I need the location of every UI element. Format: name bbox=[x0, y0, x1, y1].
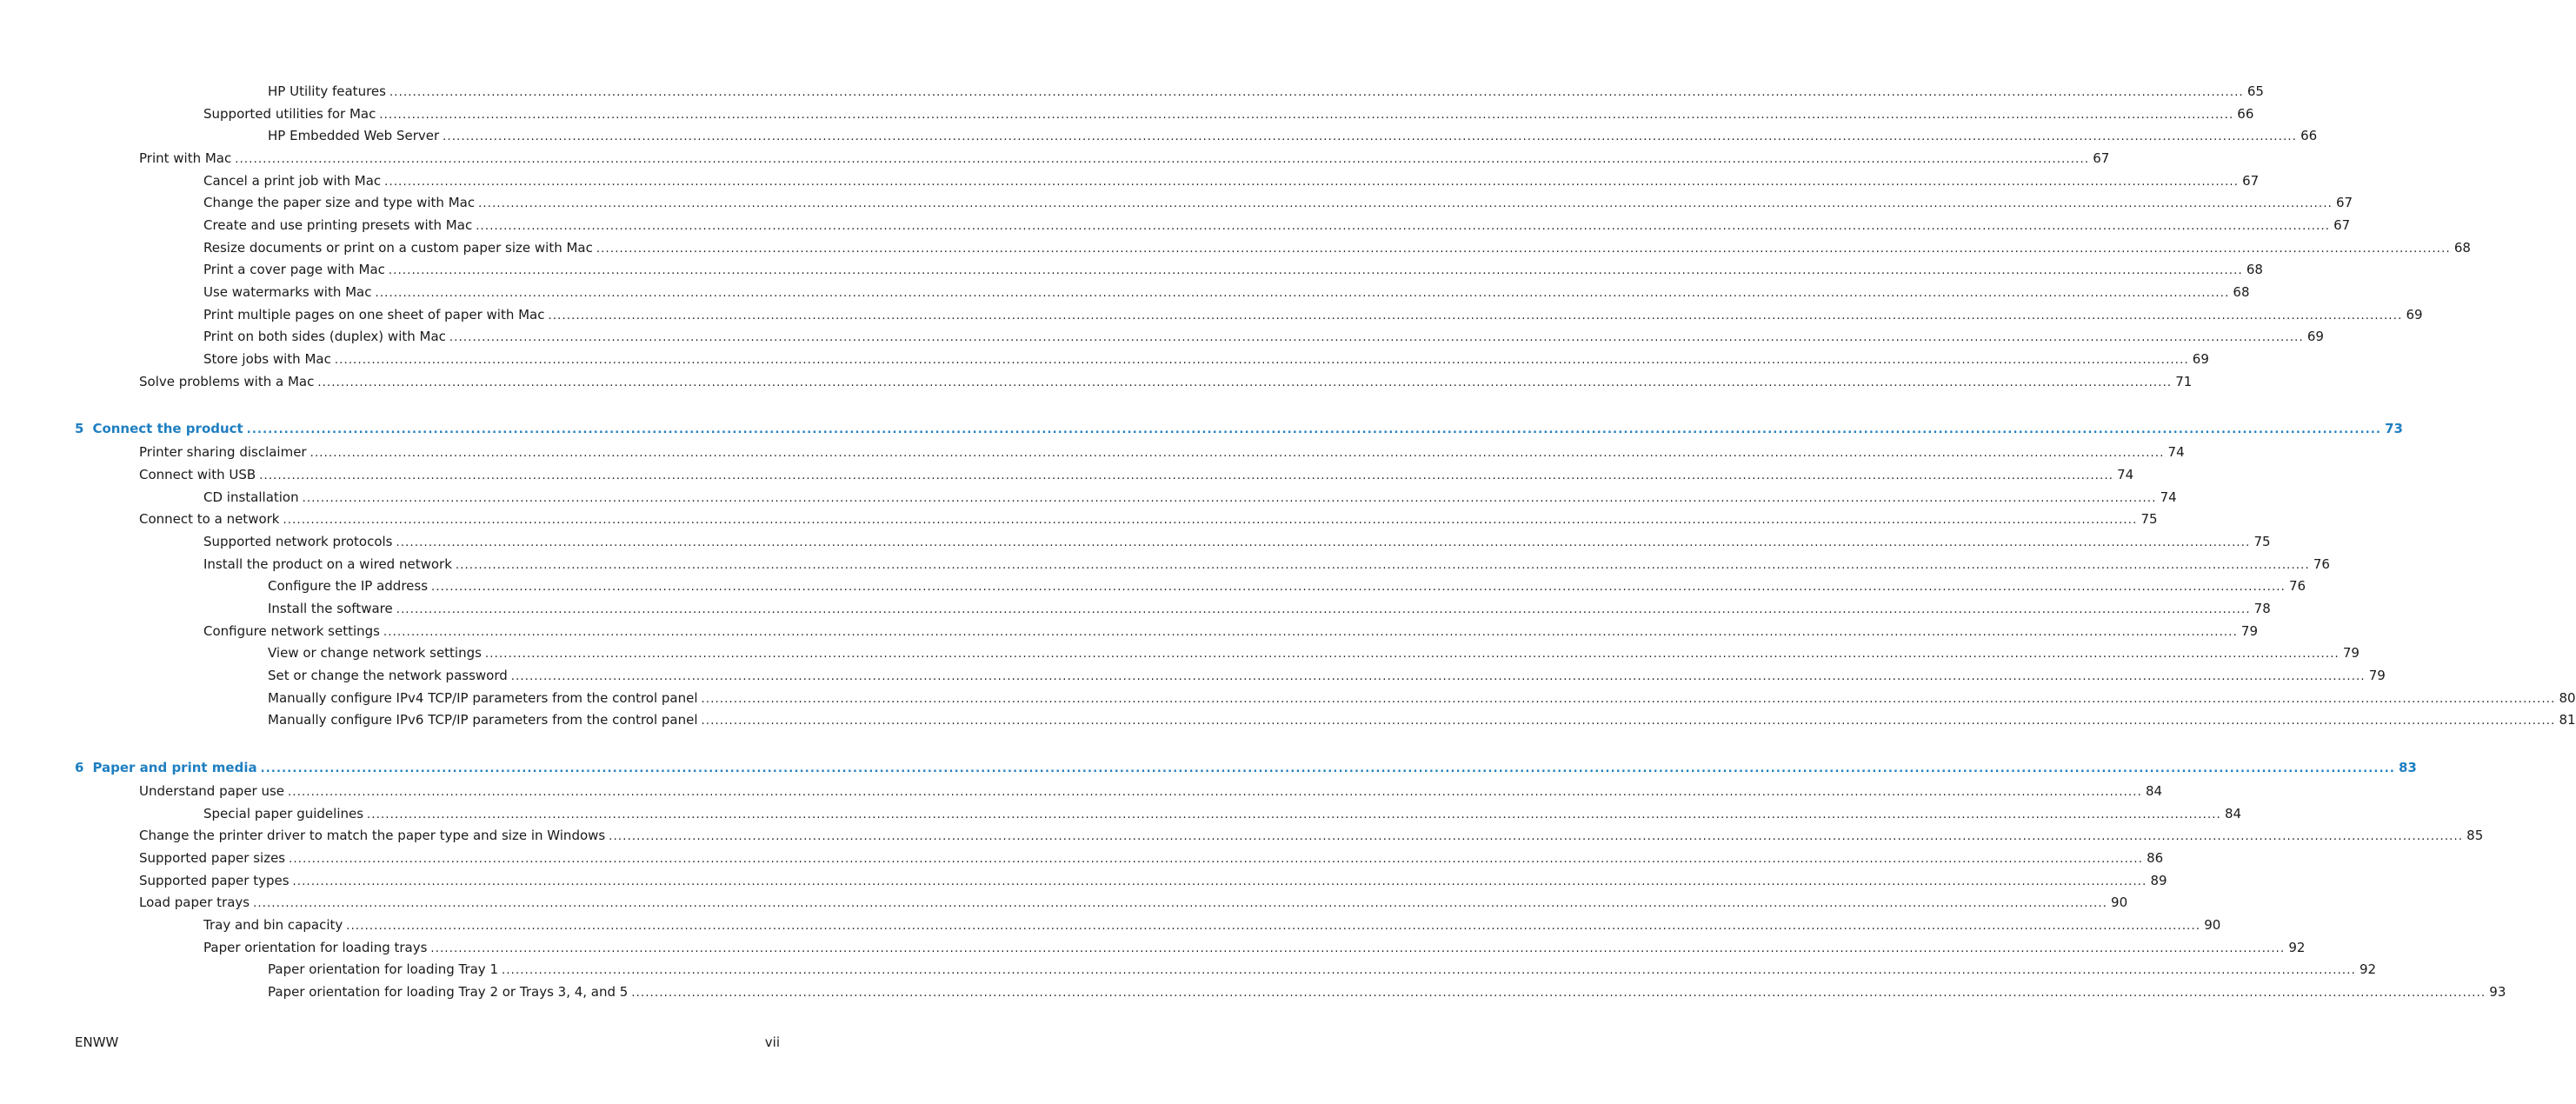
toc-page-number: 69 bbox=[2192, 351, 2209, 367]
toc-entry-title: Solve problems with a Mac bbox=[139, 374, 315, 389]
toc-page-number: 67 bbox=[2093, 150, 2110, 166]
footer-left-label: ENWW bbox=[75, 1034, 119, 1050]
toc-dot-leader: ................................................................................................................................................................................................................................................................................................................................................................................................................ bbox=[631, 987, 2486, 1000]
toc-dot-leader: ................................................................................................................................................................................................................................................................................................................................................................................................................ bbox=[443, 130, 2298, 143]
toc-dot-leader: ................................................................................................................................................................................................................................................................................................................................................................................................................ bbox=[596, 243, 2451, 256]
toc-dot-leader: ................................................................................................................................................................................................................................................................................................................................................................................................................ bbox=[302, 492, 2157, 505]
toc-entry-title: Paper orientation for loading Tray 2 or Trays 3, 4, and 5 bbox=[268, 984, 629, 1000]
toc-entry-title: HP Utility features bbox=[268, 83, 386, 99]
toc-entry-title: HP Embedded Web Server bbox=[268, 128, 440, 143]
toc-dot-leader: ................................................................................................................................................................................................................................................................................................................................................................................................................ bbox=[484, 648, 2340, 661]
toc-entry[interactable] bbox=[203, 327, 2324, 346]
toc-dot-leader: ................................................................................................................................................................................................................................................................................................................................................................................................................ bbox=[510, 670, 2366, 683]
toc-entry[interactable] bbox=[268, 982, 2506, 1001]
toc-entry[interactable] bbox=[203, 622, 2258, 641]
toc-entry[interactable] bbox=[139, 442, 2185, 462]
toc-page-number: 69 bbox=[2306, 329, 2324, 344]
toc-entry[interactable] bbox=[203, 349, 2209, 369]
toc-entry-title: Paper and print media bbox=[92, 760, 257, 775]
toc-entry[interactable] bbox=[268, 576, 2306, 595]
toc-page-number: 85 bbox=[2466, 828, 2484, 843]
toc-chapter-entry[interactable] bbox=[75, 419, 2403, 438]
toc-dot-leader: ................................................................................................................................................................................................................................................................................................................................................................................................................ bbox=[396, 536, 2251, 549]
toc-entry-title: Supported paper types bbox=[139, 873, 290, 888]
toc-entry-title: Connect to a network bbox=[139, 511, 280, 527]
toc-page-number: 84 bbox=[2224, 806, 2242, 821]
toc-entry-title: Manually configure IPv4 TCP/IP parameters from the control panel bbox=[268, 690, 698, 706]
toc-entry-title: Manually configure IPv6 TCP/IP parameters from the control panel bbox=[268, 712, 698, 728]
footer-page-number: vii bbox=[764, 1034, 780, 1050]
toc-page-number: 76 bbox=[2288, 578, 2306, 594]
toc-page-number: 92 bbox=[2359, 961, 2377, 977]
toc-page-number: 73 bbox=[2385, 421, 2403, 436]
toc-entry-title: Print on both sides (duplex) with Mac bbox=[203, 329, 446, 344]
toc-entry[interactable] bbox=[268, 126, 2318, 145]
toc-entry-title: Print with Mac bbox=[139, 150, 232, 166]
toc-dot-leader: ................................................................................................................................................................................................................................................................................................................................................................................................................ bbox=[246, 423, 2382, 436]
toc-entry-title: Change the paper size and type with Mac bbox=[203, 195, 476, 210]
toc-entry[interactable] bbox=[203, 804, 2242, 823]
toc-page-number: 66 bbox=[2300, 128, 2318, 143]
toc-dot-leader: ................................................................................................................................................................................................................................................................................................................................................................................................................ bbox=[346, 920, 2201, 933]
toc-entry-title: Tray and bin capacity bbox=[203, 917, 343, 933]
toc-page-number: 84 bbox=[2145, 783, 2163, 799]
toc-dot-leader: ................................................................................................................................................................................................................................................................................................................................................................................................................ bbox=[449, 331, 2304, 344]
toc-entry[interactable] bbox=[203, 104, 2254, 123]
toc-dot-leader: ................................................................................................................................................................................................................................................................................................................................................................................................................ bbox=[389, 86, 2244, 99]
toc-entry-title: Supported paper sizes bbox=[139, 850, 286, 866]
toc-page-number: 81 bbox=[2559, 712, 2576, 728]
toc-entry-title: Install the product on a wired network bbox=[203, 556, 452, 572]
toc-dot-leader: ................................................................................................................................................................................................................................................................................................................................................................................................................ bbox=[701, 693, 2556, 706]
toc-entry-title: Connect with USB bbox=[139, 467, 256, 482]
toc-page-number: 67 bbox=[2333, 217, 2351, 233]
toc-page-number: 74 bbox=[2117, 467, 2134, 482]
toc-entry[interactable] bbox=[203, 555, 2330, 574]
toc-page-number: 90 bbox=[2111, 895, 2128, 910]
toc-entry[interactable] bbox=[139, 848, 2164, 868]
toc-dot-leader: ................................................................................................................................................................................................................................................................................................................................................................................................................ bbox=[388, 264, 2243, 277]
toc-entry-title: Load paper trays bbox=[139, 895, 250, 910]
toc-page-number: 80 bbox=[2559, 690, 2576, 706]
toc-dot-leader: ................................................................................................................................................................................................................................................................................................................................................................................................................ bbox=[317, 376, 2173, 389]
toc-dot-leader: ................................................................................................................................................................................................................................................................................................................................................................................................................ bbox=[379, 109, 2234, 122]
toc-page-number: 83 bbox=[2398, 760, 2417, 775]
toc-chapter-number: 5 bbox=[75, 421, 84, 436]
toc-dot-leader: ................................................................................................................................................................................................................................................................................................................................................................................................................ bbox=[701, 715, 2556, 728]
toc-page-number: 75 bbox=[2140, 511, 2158, 527]
toc-page-number: 79 bbox=[2342, 645, 2360, 661]
toc-dot-leader: ................................................................................................................................................................................................................................................................................................................................................................................................................ bbox=[502, 964, 2356, 977]
toc-entry-title: CD installation bbox=[203, 489, 299, 505]
toc-page-number: 86 bbox=[2147, 850, 2164, 866]
toc-dot-leader: ................................................................................................................................................................................................................................................................................................................................................................................................................ bbox=[383, 626, 2238, 639]
toc-entry[interactable] bbox=[203, 915, 2221, 934]
toc-page-number: 74 bbox=[2167, 444, 2185, 460]
toc-dot-leader: ................................................................................................................................................................................................................................................................................................................................................................................................................ bbox=[235, 153, 2090, 166]
toc-entry-title: Supported utilities for Mac bbox=[203, 106, 376, 122]
toc-entry[interactable] bbox=[268, 82, 2264, 101]
toc-entry-title: Create and use printing presets with Mac bbox=[203, 217, 473, 233]
toc-page-number: 76 bbox=[2313, 556, 2330, 572]
toc-page-number: 90 bbox=[2204, 917, 2221, 933]
toc-page-number: 68 bbox=[2233, 284, 2250, 300]
toc-dot-leader: ................................................................................................................................................................................................................................................................................................................................................................................................................ bbox=[609, 830, 2464, 843]
toc-entry[interactable] bbox=[268, 666, 2386, 685]
toc-entry[interactable] bbox=[203, 238, 2471, 257]
toc-page-number: 75 bbox=[2253, 534, 2271, 549]
toc-entry-title: Configure network settings bbox=[203, 623, 380, 639]
toc-dot-leader: ................................................................................................................................................................................................................................................................................................................................................................................................................ bbox=[396, 603, 2251, 616]
toc-dot-leader: ................................................................................................................................................................................................................................................................................................................................................................................................................ bbox=[310, 447, 2165, 460]
toc-entry-title: Install the software bbox=[268, 601, 393, 616]
toc-page-number: 66 bbox=[2237, 106, 2254, 122]
toc-entry[interactable] bbox=[203, 283, 2250, 302]
toc-dot-leader: ................................................................................................................................................................................................................................................................................................................................................................................................................ bbox=[292, 875, 2147, 888]
toc-entry-title: Printer sharing disclaimer bbox=[139, 444, 307, 460]
toc-entry[interactable] bbox=[203, 260, 2263, 279]
toc-entry-title: Cancel a print job with Mac bbox=[203, 173, 382, 189]
toc-dot-leader: ................................................................................................................................................................................................................................................................................................................................................................................................................ bbox=[431, 581, 2286, 594]
toc-page-number: 67 bbox=[2336, 195, 2353, 210]
toc-page-number: 79 bbox=[2368, 668, 2386, 683]
toc-dot-leader: ................................................................................................................................................................................................................................................................................................................................................................................................................ bbox=[334, 354, 2189, 367]
toc-entry[interactable] bbox=[203, 488, 2177, 507]
toc-entry[interactable] bbox=[139, 781, 2163, 801]
toc-dot-leader: ................................................................................................................................................................................................................................................................................................................................................................................................................ bbox=[476, 220, 2331, 233]
toc-page-number: 74 bbox=[2160, 489, 2177, 505]
toc-entry[interactable] bbox=[203, 171, 2260, 190]
toc-entry[interactable] bbox=[139, 372, 2193, 391]
toc-page-number: 68 bbox=[2246, 262, 2263, 277]
toc-entry-title: Use watermarks with Mac bbox=[203, 284, 372, 300]
toc-entry-title: Special paper guidelines bbox=[203, 806, 364, 821]
toc-entry-title: Paper orientation for loading trays bbox=[203, 940, 428, 955]
toc-entry[interactable] bbox=[139, 871, 2167, 890]
toc-entry[interactable] bbox=[203, 532, 2271, 551]
toc-entry[interactable] bbox=[139, 465, 2134, 484]
toc-dot-leader: ................................................................................................................................................................................................................................................................................................................................................................................................................ bbox=[478, 197, 2333, 210]
toc-entry[interactable] bbox=[268, 960, 2377, 979]
toc-dot-leader: ................................................................................................................................................................................................................................................................................................................................................................................................................ bbox=[455, 559, 2310, 572]
toc-dot-leader: ................................................................................................................................................................................................................................................................................................................................................................................................................ bbox=[430, 942, 2286, 955]
toc-dot-leader: ................................................................................................................................................................................................................................................................................................................................................................................................................ bbox=[283, 514, 2138, 527]
toc-entry[interactable] bbox=[268, 688, 2576, 708]
toc-page-number: 68 bbox=[2453, 240, 2471, 256]
toc-dot-leader: ................................................................................................................................................................................................................................................................................................................................................................................................................ bbox=[375, 287, 2230, 300]
toc-entry-title: Supported network protocols bbox=[203, 534, 393, 549]
toc-page-number: 79 bbox=[2240, 623, 2258, 639]
toc-entry-title: Connect the product bbox=[92, 421, 243, 436]
toc-entry-title: Set or change the network password bbox=[268, 668, 508, 683]
toc-dot-leader: ................................................................................................................................................................................................................................................................................................................................................................................................................ bbox=[289, 853, 2144, 866]
toc-entry-title: View or change network settings bbox=[268, 645, 482, 661]
toc-entry-title: Store jobs with Mac bbox=[203, 351, 331, 367]
toc-entry-title: Change the printer driver to match the paper type and size in Windows bbox=[139, 828, 606, 843]
toc-entry[interactable] bbox=[139, 509, 2158, 529]
toc-page-number: 71 bbox=[2175, 374, 2193, 389]
toc-entry[interactable] bbox=[203, 305, 2423, 324]
toc-chapter-entry[interactable] bbox=[75, 758, 2417, 777]
toc-dot-leader: ................................................................................................................................................................................................................................................................................................................................................................................................................ bbox=[253, 897, 2108, 910]
toc-entry-title: Understand paper use bbox=[139, 783, 285, 799]
toc-page-number: 65 bbox=[2247, 83, 2264, 99]
toc-entry[interactable] bbox=[139, 149, 2110, 168]
toc-dot-leader: ................................................................................................................................................................................................................................................................................................................................................................................................................ bbox=[260, 762, 2395, 775]
toc-entry-title: Resize documents or print on a custom paper size with Mac bbox=[203, 240, 593, 256]
toc-entry[interactable] bbox=[203, 193, 2353, 212]
toc-entry[interactable] bbox=[268, 710, 2576, 729]
toc-dot-leader: ................................................................................................................................................................................................................................................................................................................................................................................................................ bbox=[259, 469, 2114, 482]
toc-entry[interactable] bbox=[268, 643, 2360, 662]
toc-entry[interactable] bbox=[139, 826, 2484, 845]
toc-page-number: 93 bbox=[2489, 984, 2506, 1000]
toc-page-number: 78 bbox=[2253, 601, 2271, 616]
toc-page-number: 69 bbox=[2406, 307, 2423, 323]
toc-dot-leader: ................................................................................................................................................................................................................................................................................................................................................................................................................ bbox=[367, 808, 2221, 821]
toc-entry[interactable] bbox=[203, 216, 2351, 235]
toc-entry[interactable] bbox=[139, 893, 2128, 912]
toc-entry[interactable] bbox=[203, 938, 2306, 957]
toc-entry[interactable] bbox=[268, 599, 2271, 618]
toc-entry-title: Paper orientation for loading Tray 1 bbox=[268, 961, 498, 977]
toc-page-number: 67 bbox=[2242, 173, 2260, 189]
toc-dot-leader: ................................................................................................................................................................................................................................................................................................................................................................................................................ bbox=[384, 176, 2240, 189]
toc-chapter-number: 6 bbox=[75, 760, 84, 775]
toc-page-number: 89 bbox=[2150, 873, 2167, 888]
toc-dot-leader: ................................................................................................................................................................................................................................................................................................................................................................................................................ bbox=[288, 786, 2142, 799]
toc-page-number: 92 bbox=[2288, 940, 2306, 955]
toc-dot-leader: ................................................................................................................................................................................................................................................................................................................................................................................................................ bbox=[548, 309, 2403, 323]
toc-entry-title: Print a cover page with Mac bbox=[203, 262, 385, 277]
toc-entry-title: Print multiple pages on one sheet of paper with Mac bbox=[203, 307, 545, 323]
toc-entry-title: Configure the IP address bbox=[268, 578, 429, 594]
